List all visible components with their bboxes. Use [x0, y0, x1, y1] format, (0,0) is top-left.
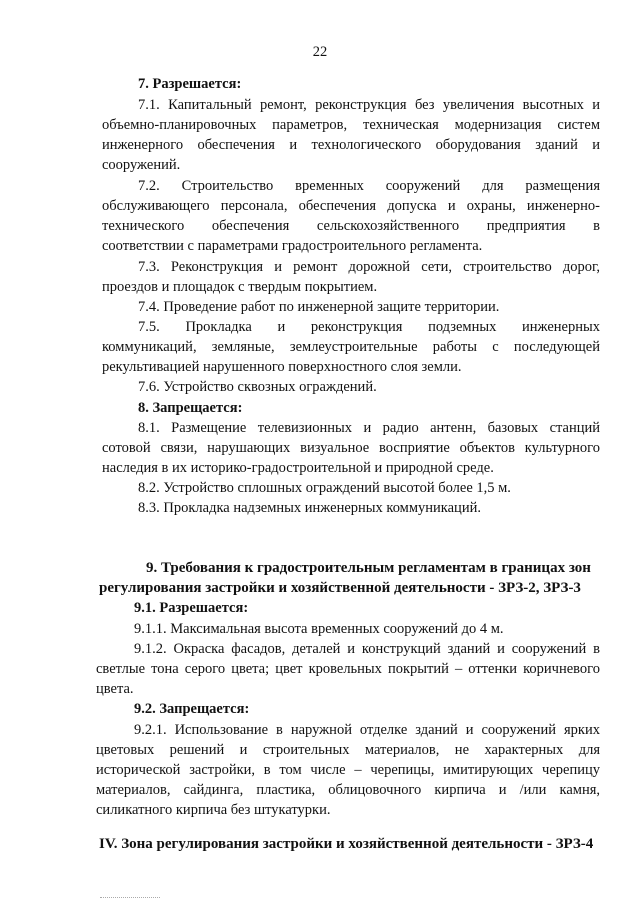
paragraph-7-2-line-4: соответствии с параметрами градостроительного регламента. — [102, 238, 483, 254]
paragraph-7-3-line-2: проездов и площадок с твердым покрытием. — [102, 279, 378, 295]
paragraph-9-1-1: 9.1.1. Максимальная высота временных сооружений до 4 м. — [134, 621, 504, 637]
paragraph-9-2-1-line-4: материалов, сайдинга, пластика, облицовочного кирпича и /или камня, — [96, 782, 600, 798]
paragraph-7-1-line-1: 7.1. Капитальный ремонт, реконструкция без увеличения высотных и — [138, 97, 600, 113]
page-number: 22 — [312, 44, 328, 60]
section-9-1-heading: 9.1. Разрешается: — [134, 600, 249, 616]
paragraph-7-5-line-3: рекультивацией нарушенного поверхностного слоя земли. — [102, 359, 462, 375]
paragraph-9-2-1-line-2: цветовых решений и строительных материалов, не характерных для — [96, 742, 600, 758]
section-7-heading: 7. Разрешается: — [138, 76, 242, 92]
paragraph-8-2: 8.2. Устройство сплошных ограждений высотой более 1,5 м. — [138, 480, 511, 496]
paragraph-8-1-line-1: 8.1. Размещение телевизионных и радио антенн, базовых станций — [138, 420, 600, 436]
paragraph-7-4: 7.4. Проведение работ по инженерной защите территории. — [138, 299, 500, 315]
paragraph-9-2-1-line-3: исторической застройки, в том числе – черепицы, имитирующих черепицу — [96, 762, 600, 778]
footer-mark — [100, 897, 160, 900]
paragraph-7-1-line-3: инженерного обеспечения и технологического оборудования зданий и — [102, 137, 600, 153]
paragraph-7-2-line-3: технического обеспечения сельскохозяйственного предприятия в — [102, 218, 600, 234]
paragraph-7-1-line-2: объемно-планировочных параметров, техническая модернизация систем — [102, 117, 600, 133]
paragraph-7-1-line-4: сооружений. — [102, 157, 181, 173]
paragraph-7-6: 7.6. Устройство сквозных ограждений. — [138, 379, 377, 395]
paragraph-8-1-line-3: наследия в их историко-градостроительной и природной среде. — [102, 460, 494, 476]
zone-iv-heading: IV. Зона регулирования застройки и хозяйственной деятельности - ЗРЗ-4 — [99, 836, 594, 852]
paragraph-9-1-2-line-3: цвета. — [96, 681, 134, 697]
paragraph-7-3-line-1: 7.3. Реконструкция и ремонт дорожной сети, строительство дорог, — [138, 259, 600, 275]
paragraph-9-2-1-line-5: силикатного кирпича без штукатурки. — [96, 802, 331, 818]
paragraph-8-1-line-2: сотовой связи, нарушающих визуальное восприятие объектов культурного — [102, 440, 600, 456]
paragraph-7-2-line-2: обслуживающего персонала, обеспечения допуска и охраны, инженерно- — [102, 198, 600, 214]
paragraph-9-1-2-line-2: светлые тона серого цвета; цвет кровельных покрытий – оттенки коричневого — [96, 661, 600, 677]
paragraph-9-2-1-line-1: 9.2.1. Использование в наружной отделке зданий и сооружений ярких — [134, 722, 600, 738]
section-9-2-heading: 9.2. Запрещается: — [134, 701, 250, 717]
paragraph-8-3: 8.3. Прокладка надземных инженерных коммуникаций. — [138, 500, 481, 516]
paragraph-7-5-line-2: коммуникаций, земляные, землеустроительные работы с последующей — [102, 339, 600, 355]
paragraph-7-5-line-1: 7.5. Прокладка и реконструкция подземных инженерных — [138, 319, 600, 335]
section-9-heading-line-1: 9. Требования к градостроительным регламентам в границах зон — [146, 560, 591, 576]
section-9-heading-line-2: регулирования застройки и хозяйственной деятельности - ЗРЗ-2, ЗРЗ-3 — [99, 580, 581, 596]
paragraph-7-2-line-1: 7.2. Строительство временных сооружений для размещения — [138, 178, 600, 194]
section-8-heading: 8. Запрещается: — [138, 400, 243, 416]
paragraph-9-1-2-line-1: 9.1.2. Окраска фасадов, деталей и конструкций зданий и сооружений в — [134, 641, 600, 657]
